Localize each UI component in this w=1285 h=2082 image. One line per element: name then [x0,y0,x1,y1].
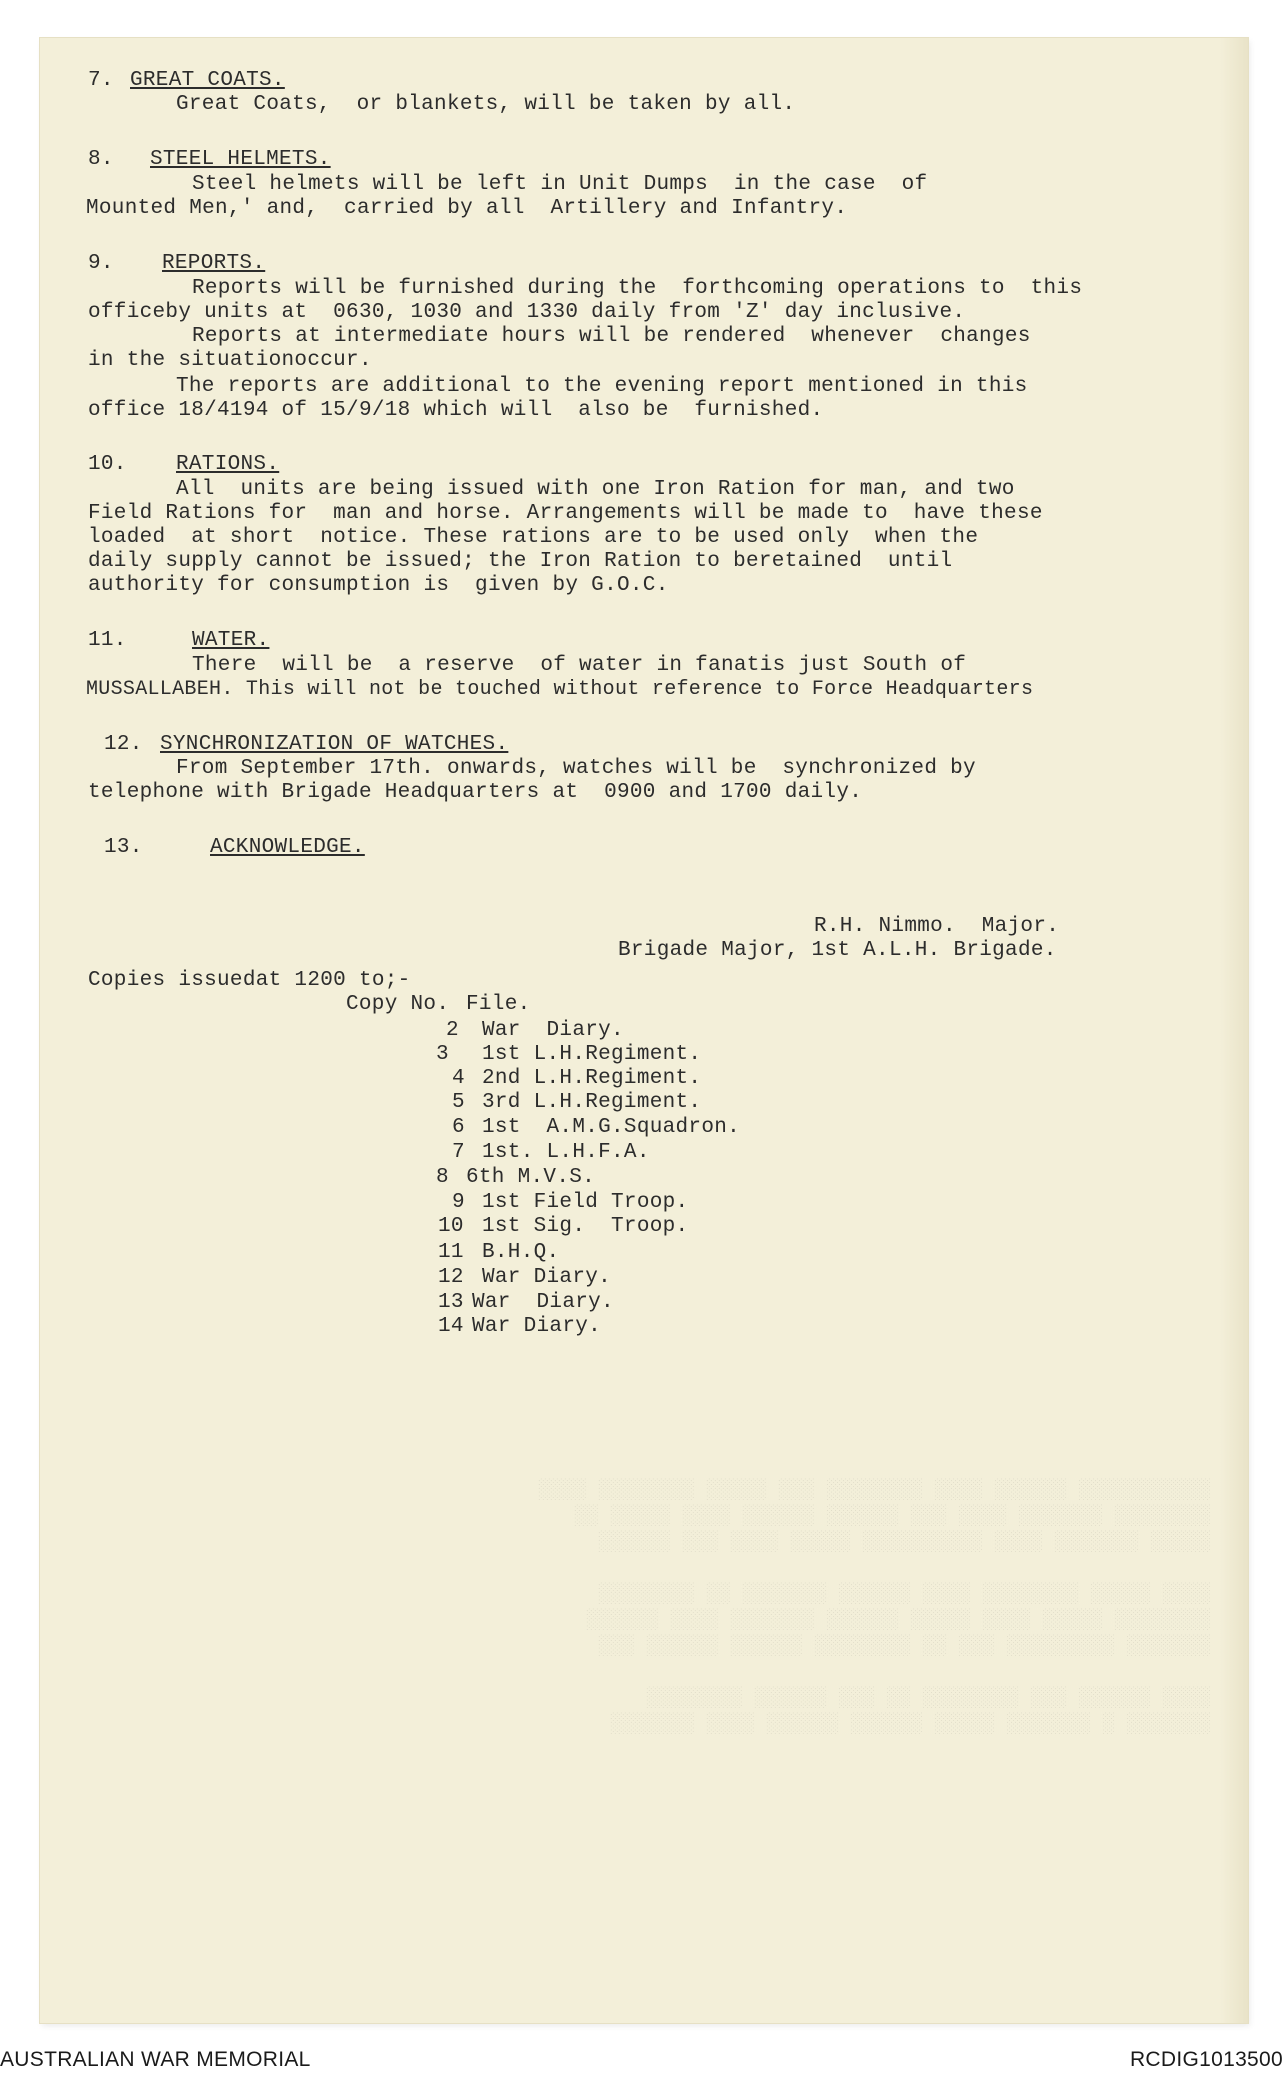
copy-lead: Copy No. [346,993,450,1016]
copy-number: 8 [436,1166,449,1189]
section-11-number: 11. [88,629,127,652]
copy-number: 14 [438,1315,464,1338]
section-8-heading: STEEL HELMETS. [150,148,331,171]
copy-number: 2 [446,1019,459,1042]
section-12-line-1: From September 17th. onwards, watches will be synchronized by [176,757,976,780]
section-11-line-1: There will be a reserve of water in fanatis just South of [192,654,967,677]
section-10-heading: RATIONS. [176,453,280,476]
copy-recipient: 1st. L.H.F.A. [482,1141,650,1164]
section-10-number: 10. [88,453,127,476]
copy-recipient: War Diary. [472,1315,602,1338]
section-7-number: 7. [88,69,114,92]
signature-name: R.H. Nimmo. Major. [814,915,1060,938]
copies-intro: Copies issuedat 1200 to;- [88,969,411,992]
copy-recipient: 1st Field Troop. [482,1191,689,1214]
copy-recipient: 1st A.M.G.Squadron. [482,1116,741,1139]
copy-number: 6 [452,1116,465,1139]
section-12-heading: SYNCHRONIZATION OF WATCHES. [160,733,509,756]
signature-title: Brigade Major, 1st A.L.H. Brigade. [618,939,1057,962]
section-9-line-3: Reports at intermediate hours will be rendered whenever changes [192,325,1031,348]
copy-recipient: 1st L.H.Regiment. [482,1043,702,1066]
section-9-heading: REPORTS. [162,252,266,275]
copy-number: 11 [438,1241,464,1264]
section-8-line-2: Mounted Men,' and, carried by all Artillery and Infantry. [86,197,848,220]
section-8-number: 8. [88,148,114,171]
copy-recipient: 3rd L.H.Regiment. [482,1091,702,1114]
copy-number: 7 [452,1141,465,1164]
section-10-line-5: authority for consumption is given by G.O.C. [88,574,669,597]
copy-recipient: File. [466,993,531,1016]
section-9-line-2: officeby units at 0630, 1030 and 1330 daily from 'Z' day inclusive. [88,301,966,324]
section-9-line-4: in the situationoccur. [88,349,372,372]
copy-number: 4 [452,1067,465,1090]
copy-recipient: War Diary. [472,1291,614,1314]
section-12-number: 12. [104,733,143,756]
footer-record-id: RCDIG1013500 [1129,2048,1283,2071]
section-9-line-6: office 18/4194 of 15/9/18 which will also be furnished. [88,399,824,422]
copy-recipient: 2nd L.H.Regiment. [482,1067,702,1090]
copy-number: 13 [438,1291,464,1314]
copy-number: 10 [438,1215,464,1238]
copy-number: 12 [438,1266,464,1289]
section-9-line-1: Reports will be furnished during the forthcoming operations to this [192,277,1083,300]
footer-archive-name: AUSTRALIAN WAR MEMORIAL [0,2048,311,2071]
copy-number: 5 [452,1091,465,1114]
section-12-line-2: telephone with Brigade Headquarters at 0900 and 1700 daily. [88,781,863,804]
copy-recipient: B.H.Q. [482,1241,560,1264]
section-9-line-5: The reports are additional to the evening report mentioned in this [176,375,1028,398]
copy-recipient: 6th M.V.S. [466,1166,596,1189]
copy-recipient: 1st Sig. Troop. [482,1215,689,1238]
copy-number: 9 [452,1191,465,1214]
section-7-heading: GREAT COATS. [130,69,285,92]
section-13-number: 13. [104,836,143,859]
copy-number: 3 [436,1043,449,1066]
copy-recipient: War Diary. [482,1266,612,1289]
section-11-heading: WATER. [192,629,270,652]
section-10-line-4: daily supply cannot be issued; the Iron Ration to beretained until [88,550,953,573]
section-9-number: 9. [88,252,114,275]
section-13-heading: ACKNOWLEDGE. [210,836,365,859]
section-10-line-2: Field Rations for man and horse. Arrangements will be made to have these [88,502,1043,525]
section-8-line-1: Steel helmets will be left in Unit Dumps in the case of [192,173,928,196]
section-7-line-1: Great Coats, or blankets, will be taken by all. [176,93,796,116]
section-11-line-2: MUSSALLABEH. This will not be touched without reference to Force Headquarters [86,678,1034,701]
section-10-line-3: loaded at short notice. These rations are to be used only when the [88,526,979,549]
copy-recipient: War Diary. [482,1019,624,1042]
section-10-line-1: All units are being issued with one Iron Ration for man, and two [176,478,1015,501]
bleed-through-text: ░░░░░░░░░░░ ░░░░░░ ░░░░ ░░░░░░░░ ░░░ ░░░░░ ░░░░░░░░ ░░░░ ░░░░░░░░ ░░░░░░░ ░░░░ ░░░ ░░░░░░ ░░░░░░ ░░░░ ░░░░░ ░░ ░░░░░ ░░░░░░░ ░░░░ ░░░░░░░░░░ ░░░░░ ░░░░ ░░░ ░░░░░░ ░░░░ ░░░░░ ░░░░░░░░ ░░░░ ░░░░░░ ░░░░░░░ ░░ ░░░░░░░░ ░░░░░░░░ ░░░░░ ░░░░ ░░░░░ ░░░░░░ ░░░░░░░ ░░░░ ░░░░░░ ░░░░░░░ ░░░░░░░░░ ░░░ ░░ ░░░░░░░░ ░░░░░░ ░░░░░░ ░░░ ░░░░ ░░░░░░ ░░░ ░░░░░░░░ ░░ ░░░ ░░░░░░ ░░░░░░░░ ░░░░░░░ ░ ░░░░░░░ ░░░░░ ░░░░░░ ░░░░░░ ░░░░ ░░░░░░░ [537,1479,1210,1736]
